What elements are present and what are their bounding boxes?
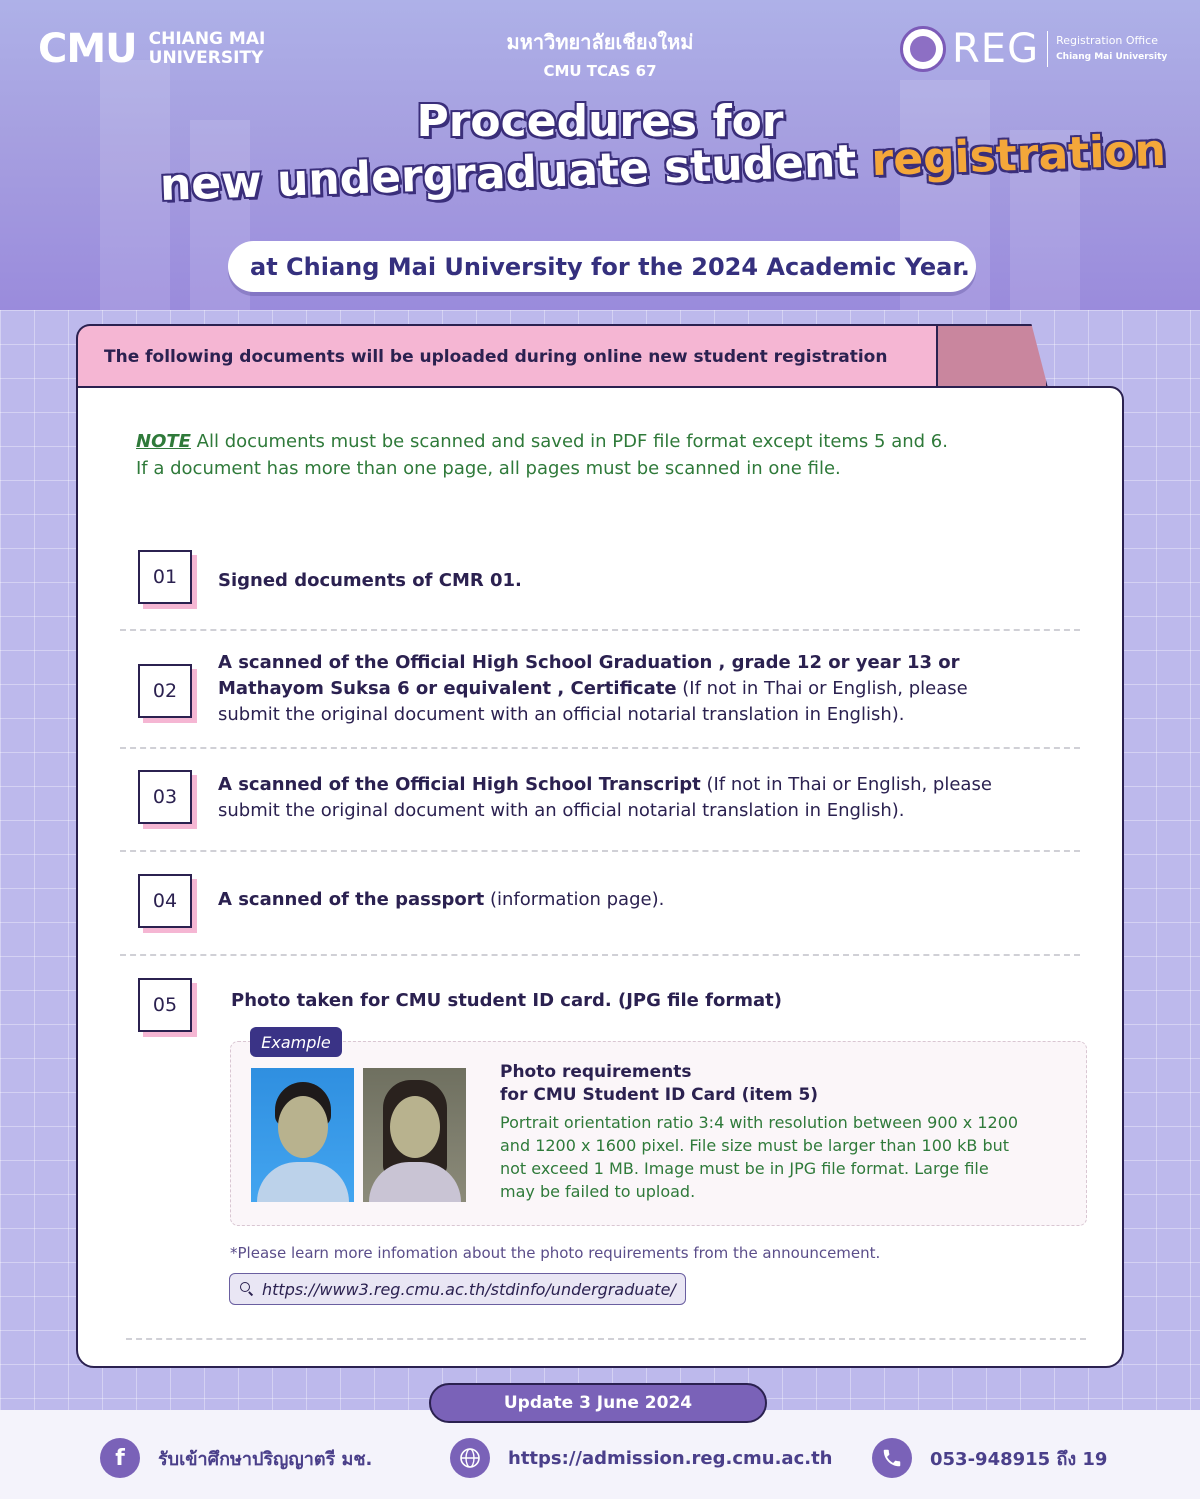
cmu-logo-mark: CMU [38, 26, 137, 72]
item-04-text [218, 887, 1048, 913]
update-date-badge: Update 3 June 2024 [429, 1383, 767, 1423]
globe-icon [450, 1438, 490, 1478]
reg-office-line1: Registration Office [1056, 34, 1159, 47]
footer-website-text: https://admission.reg.cmu.ac.th [508, 1447, 833, 1469]
search-icon [240, 1282, 254, 1296]
item-04-bold: A scanned of the passport [218, 889, 485, 910]
photo-requirements-body: Portrait orientation ratio 3:4 with resolution between 900 x 1200 and 1200 x 1600 pixel. File size must be larger than 100 kB but not exceed 1 MB. Image must be in JPG file format. Large file may be failed to upload. [500, 1113, 1019, 1201]
note-label: NOTE [136, 431, 191, 452]
reg-logo-word: REG [952, 26, 1040, 72]
note-line1: All documents must be scanned and saved in PDF file format except items 5 and 6. [190, 431, 948, 452]
item-02-bold: A scanned of the Official High School Graduation , grade 12 or year 13 or Mathayom Suksa 6 or equivalent , Certificate [218, 652, 960, 699]
footer-facebook[interactable] [100, 1438, 372, 1478]
cmu-logo-line2: UNIVERSITY [148, 48, 264, 68]
footer-phone[interactable] [872, 1438, 1107, 1478]
item-03-text [218, 772, 1018, 824]
photo-requirements-title-line2: for CMU Student ID Card (item 5) [500, 1085, 819, 1105]
note-text [136, 428, 1056, 482]
tcas-subtitle: CMU TCAS 67 [543, 62, 657, 80]
item-04-normal: (information page). [484, 889, 665, 910]
item-03-normal: (If not in Thai or English, please submit the original document with an official notarial translation in English). [218, 774, 992, 821]
cmu-logo-line1: CHIANG MAI [148, 29, 266, 49]
announcement-url-link[interactable] [229, 1273, 686, 1305]
photo-requirements-title [500, 1061, 818, 1107]
item-05-text [231, 988, 1061, 1014]
item-02-normal: (If not in Thai or English, please submit the original document with an official notarial translation in English). [218, 678, 968, 725]
title-highlight-text: registration [870, 124, 1167, 187]
academic-year-pill: at Chiang Mai University for the 2024 Academic Year. [228, 241, 976, 292]
item-03-bold: A scanned of the Official High School Transcript [218, 774, 701, 795]
reg-office-text [1056, 33, 1167, 65]
item-01-text [218, 568, 1048, 594]
example-tag: Example [250, 1027, 342, 1057]
header-center [400, 26, 800, 80]
item-number-box: 05 [138, 978, 192, 1032]
facebook-icon: f [100, 1438, 140, 1478]
footer-facebook-text: รับเข้าศึกษาปริญญาตรี มช. [158, 1448, 373, 1470]
example-photo-male [251, 1068, 354, 1202]
item-01-bold: Signed documents of CMR 01. [218, 570, 522, 591]
title-main-text: new undergraduate student [159, 135, 873, 211]
item-number-box: 01 [138, 550, 192, 604]
university-seal-icon [900, 26, 946, 72]
page-title-line1: Procedures for [416, 96, 784, 147]
cmu-logo[interactable] [38, 26, 265, 72]
item-05-bold: Photo taken for CMU student ID card. (JPG file format) [231, 990, 782, 1011]
item-divider [120, 747, 1080, 749]
example-photo-female [363, 1068, 466, 1202]
reg-logo-divider [1047, 31, 1048, 67]
item-divider [120, 629, 1080, 631]
photo-requirements-title-line1: Photo requirements [500, 1062, 692, 1082]
thai-university-name: มหาวิทยาลัยเชียงใหม่ [506, 30, 694, 54]
footer-website[interactable] [450, 1438, 833, 1478]
announcement-url-text: https://www3.reg.cmu.ac.th/stdinfo/undergraduate/ [262, 1279, 676, 1299]
phone-icon [872, 1438, 912, 1478]
footer-phone-text: 053-948915 ถึง 19 [930, 1448, 1108, 1470]
reg-logo[interactable] [900, 26, 1167, 72]
learn-more-text: *Please learn more infomation about the photo requirements from the announcement. [230, 1244, 881, 1262]
reg-office-line2: Chiang Mai University [1056, 52, 1168, 62]
note-line2: If a document has more than one page, all pages must be scanned in one file. [136, 458, 841, 479]
item-divider [120, 850, 1080, 852]
item-number-box: 03 [138, 770, 192, 824]
card-tab-header: The following documents will be uploaded during online new student registration [76, 324, 938, 388]
item-divider [126, 1338, 1086, 1340]
cmu-logo-text [149, 30, 266, 68]
item-02-text [218, 650, 1008, 728]
item-number-box: 02 [138, 664, 192, 718]
item-number-box: 04 [138, 874, 192, 928]
item-divider [120, 954, 1080, 956]
